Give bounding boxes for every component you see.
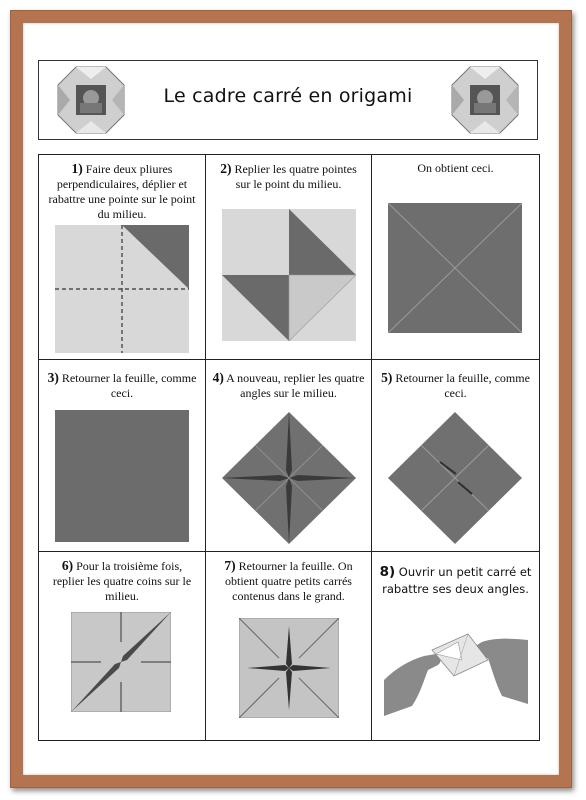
step-4-diagram: [222, 412, 356, 544]
step-cell-6: [372, 360, 539, 552]
step-text: Retourner la feuille, comme ceci.: [392, 371, 530, 400]
page-title: Le cadre carré en origami: [163, 85, 413, 107]
step-caption-5: [212, 370, 365, 401]
step-6-diagram: [71, 612, 171, 712]
step-number: 8): [379, 564, 396, 580]
step-text: A nouveau, replier les quatre angles sur le milieu.: [223, 371, 365, 400]
step-caption-1: [45, 161, 199, 222]
step-7-diagram: [239, 618, 339, 718]
step-number: 6): [61, 558, 74, 573]
step-caption-7: [45, 558, 199, 604]
step-text: Retourner la feuille, comme ceci.: [58, 371, 197, 400]
step-number: 5): [381, 370, 393, 385]
step-text: Ouvrir un petit carré et rabattre ses deux angles.: [382, 565, 532, 596]
step-number: 7): [224, 558, 236, 573]
step-number: 4): [212, 370, 224, 385]
steps-grid: [38, 154, 540, 741]
step-caption-4: [45, 370, 199, 401]
step-2-diagram: [222, 209, 356, 341]
step-cell-9: [372, 552, 539, 740]
step-caption-9: [378, 564, 533, 598]
step-text: Replier les quatre pointes sur le point du milieu.: [231, 162, 357, 191]
step-cell-8: [206, 552, 372, 740]
step-cell-7: [39, 552, 206, 740]
step-text: Faire deux pliures perpendiculaires, déplier et rabattre une pointe sur le point du milieu.: [48, 162, 196, 221]
step-caption-2: [212, 161, 365, 192]
result-diagram: [388, 203, 522, 333]
step-caption-3: [378, 161, 533, 176]
step-caption-6: [378, 370, 533, 401]
step-3-diagram: [55, 410, 189, 542]
step-cell-4: [39, 360, 206, 552]
step-number: 1): [71, 161, 83, 176]
step-8-photo-hands: [384, 620, 528, 726]
step-number: 2): [220, 161, 232, 176]
origami-frame-medallion-right: [450, 65, 520, 135]
step-text: Pour la troisième fois, replier les quatre coins sur le milieu.: [52, 559, 192, 603]
title-banner: [38, 60, 538, 140]
step-caption-8: [212, 558, 365, 604]
step-1-diagram: [55, 225, 189, 353]
step-cell-2: [206, 155, 372, 360]
step-cell-5: [206, 360, 372, 552]
step-text: On obtient ceci.: [417, 161, 494, 175]
step-text: Retourner la feuille. On obtient quatre petits carrés contenus dans le grand.: [225, 559, 353, 603]
step-5-diagram: [388, 412, 522, 544]
step-cell-1: [39, 155, 206, 360]
step-number: 3): [47, 370, 59, 385]
step-cell-3: [372, 155, 539, 360]
